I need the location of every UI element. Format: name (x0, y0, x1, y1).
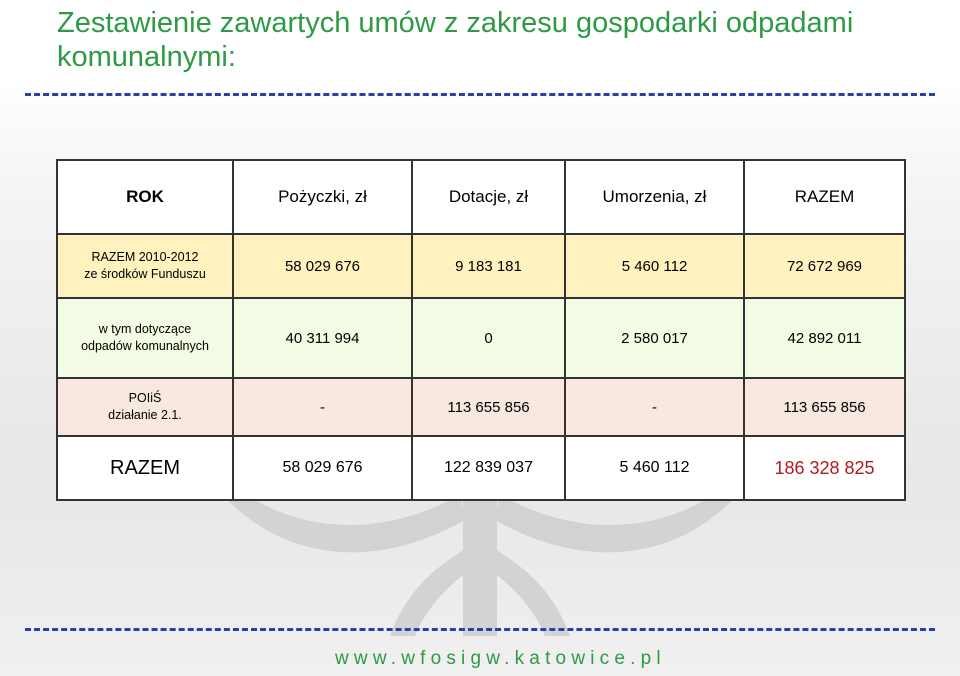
row-label-line2: odpadów komunalnych (81, 339, 209, 353)
table-total-row (57, 436, 905, 500)
row-label: RAZEM (57, 436, 233, 500)
cell-total: 42 892 011 (744, 298, 905, 378)
table-row (57, 298, 905, 378)
cell-total: 113 655 856 (744, 378, 905, 436)
top-dashed-divider (25, 93, 935, 96)
cell-remissions: 5 460 112 (565, 234, 744, 298)
header-cell-remissions: Umorzenia, zł (565, 160, 744, 234)
cell-grants: 122 839 037 (412, 436, 565, 500)
cell-loans: 58 029 676 (233, 436, 412, 500)
row-label-line2: działanie 2.1. (108, 408, 182, 422)
table-row (57, 234, 905, 298)
table-row (57, 378, 905, 436)
contracts-table (56, 159, 906, 501)
footer-url: www.wfosigw.katowice.pl (335, 648, 666, 669)
table-header-row (57, 160, 905, 234)
row-label-line2: ze środków Funduszu (84, 267, 206, 281)
cell-grants: 9 183 181 (412, 234, 565, 298)
cell-remissions: - (565, 378, 744, 436)
row-label (57, 378, 233, 436)
header-cell-grants: Dotacje, zł (412, 160, 565, 234)
cell-loans: 40 311 994 (233, 298, 412, 378)
cell-grants: 113 655 856 (412, 378, 565, 436)
row-label-line1: w tym dotyczące (98, 322, 192, 336)
cell-grand-total: 186 328 825 (744, 436, 905, 500)
header-cell-loans: Pożyczki, zł (233, 160, 412, 234)
cell-loans: 58 029 676 (233, 234, 412, 298)
cell-loans: - (233, 378, 412, 436)
cell-grants: 0 (412, 298, 565, 378)
cell-total: 72 672 969 (744, 234, 905, 298)
header-cell-total: RAZEM (744, 160, 905, 234)
page-title: Zestawienie zawartych umów z zakresu gospodarki odpadami komunalnymi: (57, 7, 854, 73)
cell-remissions: 5 460 112 (565, 436, 744, 500)
row-label-line1: POIiŚ (128, 391, 162, 405)
header-cell-year: ROK (57, 160, 233, 234)
row-label (57, 298, 233, 378)
row-label-line1: RAZEM 2010-2012 (91, 250, 199, 264)
cell-remissions: 2 580 017 (565, 298, 744, 378)
row-label (57, 234, 233, 298)
bottom-dashed-divider (25, 628, 935, 631)
